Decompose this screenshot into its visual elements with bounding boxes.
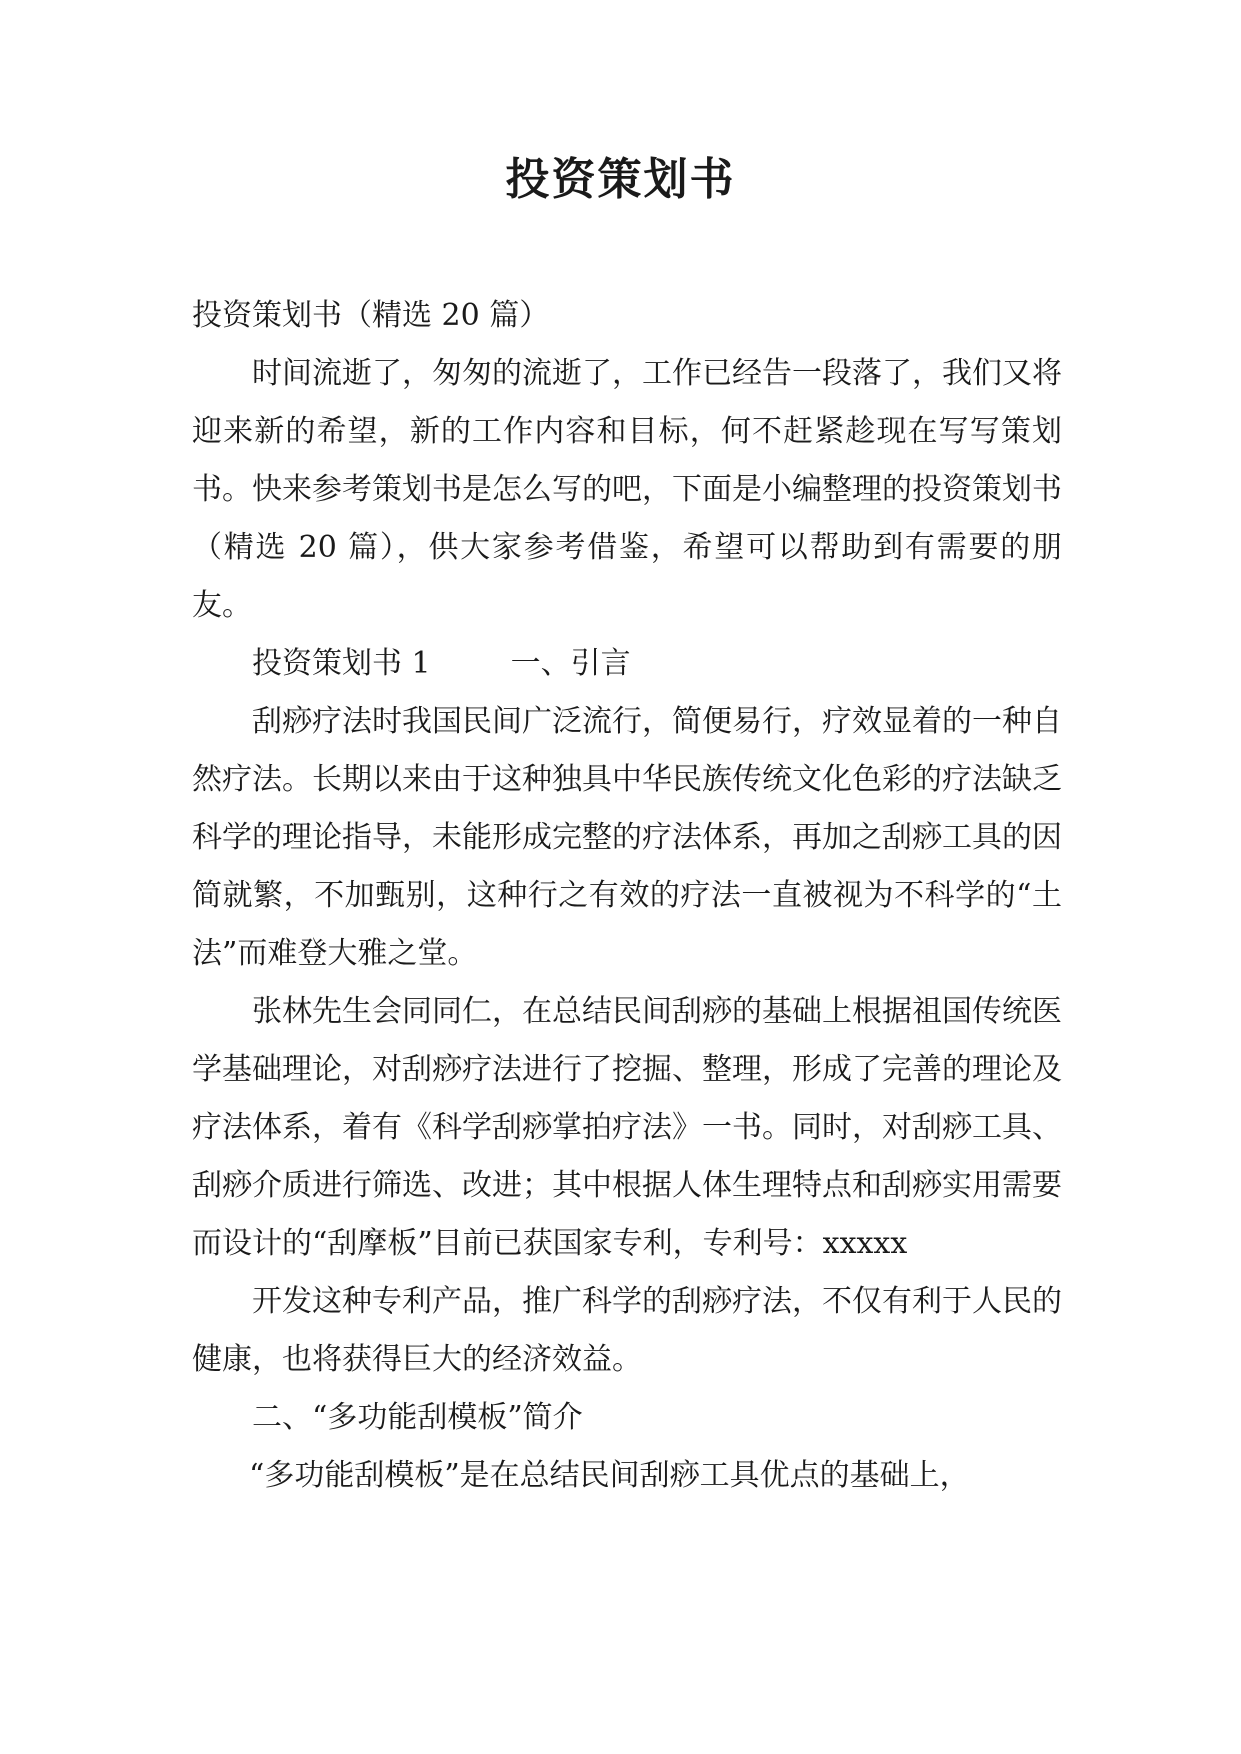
section2-heading: 二、“多功能刮模板”简介: [252, 1400, 583, 1435]
paragraph-1: 刮痧疗法时我国民间广泛流行，简便易行，疗效显着的一种自然疗法。长期以来由于这种独具中华民族传统文化色彩的疗法缺乏科学的理论指导，未能形成完整的疗法体系，再加之刮痧工具的因简就繁，不加甄别，这种行之有效的疗法一直被视为不科学的“土法”而难登大雅之堂。: [192, 704, 1062, 971]
intro-paragraph: 时间流逝了，匆匆的流逝了，工作已经告一段落了，我们又将迎来新的希望，新的工作内容和目标，何不赶紧趁现在写写策划书。快来参考策划书是怎么写的吧，下面是小编整理的投资策划书（精选 20 篇），供大家参考借鉴，希望可以帮助到有需要的朋友。: [192, 356, 1062, 623]
paragraph-2: 张林先生会同同仁，在总结民间刮痧的基础上根据祖国传统医学基础理论，对刮痧疗法进行了挖掘、整理，形成了完善的理论及疗法体系，着有《科学刮痧掌拍疗法》一书。同时，对刮痧工具、刮痧介质进行筛选、改进；其中根据人体生理特点和刮痧实用需要而设计的“刮摩板”目前已获国家专利，专利号：xxxxx: [192, 994, 1062, 1261]
document-subtitle: 投资策划书（精选 20 篇）: [192, 298, 550, 333]
section1-label: 投资策划书 1: [252, 646, 431, 681]
section1-heading-line: [192, 635, 1062, 693]
paragraph-3: 开发这种专利产品，推广科学的刮痧疗法，不仅有利于人民的健康，也将获得巨大的经济效益。: [192, 1284, 1062, 1377]
paragraph-4: “多功能刮模板”是在总结民间刮痧工具优点的基础上，: [249, 1458, 970, 1493]
document-body: [192, 287, 1062, 1505]
section1-heading: 一、引言: [510, 646, 631, 681]
document-title: 投资策划书: [505, 154, 736, 205]
